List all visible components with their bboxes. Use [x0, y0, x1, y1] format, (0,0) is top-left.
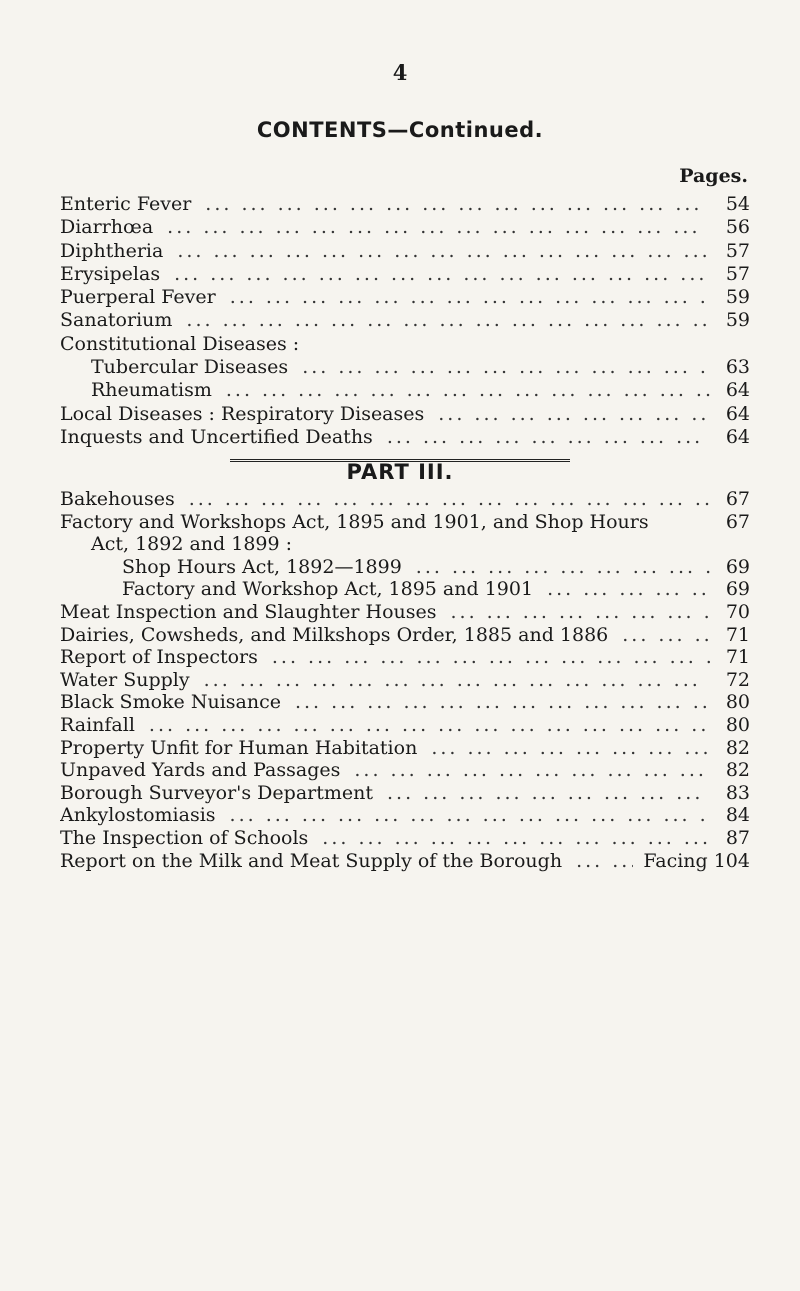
toc-entry-label: Diphtheria [60, 239, 164, 262]
toc-entry-label: Enteric Fever [60, 193, 192, 215]
contents-list-part-2 [60, 193, 750, 449]
toc-entry [60, 511, 750, 534]
toc-entry-label: Meat Inspection and Slaughter Houses [60, 600, 437, 623]
toc-entry [60, 193, 750, 216]
toc-entry-label: Water Supply [60, 668, 190, 691]
toc-entry-label: Factory and Workshop Act, 1895 and 1901 [122, 578, 534, 601]
toc-entry [60, 646, 750, 669]
pages-column-label: Pages. [679, 165, 748, 187]
toc-entry [60, 286, 750, 309]
toc-entry-page: 70 [725, 600, 750, 623]
toc-entry-label: Ankylostomiasis [60, 804, 216, 827]
toc-entry [60, 804, 750, 827]
toc-entry-page: 80 [725, 691, 750, 714]
toc-entry [60, 263, 750, 286]
contents-list-part-3 [60, 488, 750, 872]
toc-entry-label: Report of Inspectors [60, 646, 258, 669]
toc-entry [60, 601, 750, 624]
toc-entry-page: 67 [725, 488, 750, 510]
toc-entry-page: 64 [725, 402, 750, 425]
toc-entry-label: Borough Surveyor's Department [60, 781, 373, 804]
toc-entry [60, 737, 750, 760]
toc-entry [60, 669, 750, 692]
toc-entry-page: 59 [725, 309, 750, 332]
toc-subheading-label: Constitutional Diseases : [60, 332, 300, 355]
toc-entry-label: Report on the Milk and Meat Supply of the Borough [60, 849, 563, 872]
toc-entry [60, 782, 750, 805]
toc-entry-page: 64 [725, 379, 750, 402]
toc-entry-label: Diarrhœa [60, 216, 154, 239]
toc-entry-label: The Inspection of Schools [60, 826, 309, 849]
toc-entry-page: 69 [725, 555, 750, 578]
toc-entry-page: 67 [725, 510, 750, 533]
toc-entry-page: 80 [725, 713, 750, 736]
toc-entry [60, 578, 750, 601]
toc-subheading-label: Act, 1892 and 1899 : [91, 533, 293, 556]
toc-entry-page: 57 [725, 262, 750, 285]
toc-entry-page: 59 [725, 286, 750, 309]
toc-entry [60, 759, 750, 782]
toc-entry-page: 64 [725, 425, 750, 448]
toc-entry-page: 72 [725, 668, 750, 691]
toc-entry [60, 691, 750, 714]
page-number: 4 [392, 60, 408, 85]
toc-entry [60, 624, 750, 647]
toc-entry-page: 57 [725, 239, 750, 262]
toc-entry-label: Dairies, Cowsheds, and Milkshops Order, 1885 and 1886 [60, 623, 609, 646]
toc-entry-page: 54 [725, 193, 750, 215]
toc-entry-label: Puerperal Fever [60, 286, 216, 309]
toc-entry [60, 556, 750, 579]
toc-entry [60, 426, 750, 449]
toc-entry-page: 56 [725, 216, 750, 239]
toc-entry [60, 216, 750, 239]
toc-entry-label: Factory and Workshops Act, 1895 and 1901, and Shop Hours [60, 510, 649, 533]
toc-entry-page: 84 [725, 804, 750, 827]
toc-entry-label: Shop Hours Act, 1892—1899 [122, 555, 402, 578]
toc-entry [60, 403, 750, 426]
toc-entry [60, 488, 750, 511]
toc-entry-label: Tubercular Diseases [91, 356, 289, 379]
toc-entry-label: Sanatorium [60, 309, 173, 332]
toc-entry-page: 83 [725, 781, 750, 804]
toc-entry-label: Erysipelas [60, 262, 161, 285]
toc-entry [60, 240, 750, 263]
toc-entry-page: 87 [725, 826, 750, 849]
toc-entry-page: 69 [725, 578, 750, 601]
toc-subheading [60, 533, 750, 556]
toc-entry-label: Bakehouses [60, 488, 175, 510]
toc-entry-page: 71 [725, 623, 750, 646]
toc-entry-label: Inquests and Uncertified Deaths [60, 425, 373, 448]
toc-entry-label: Local Diseases : Respiratory Diseases [60, 402, 425, 425]
toc-entry [60, 850, 750, 873]
toc-entry [60, 379, 750, 402]
toc-entry-page: 82 [725, 736, 750, 759]
toc-entry-label: Unpaved Yards and Passages [60, 759, 341, 782]
toc-entry [60, 309, 750, 332]
toc-entry-page: 63 [725, 356, 750, 379]
contents-heading: CONTENTS—Continued. [256, 118, 544, 142]
toc-entry-page: Facing 104 [643, 849, 750, 872]
part-title: PART III. [346, 460, 454, 484]
toc-entry-label: Rainfall [60, 713, 135, 736]
toc-entry-page: 82 [725, 759, 750, 782]
toc-entry [60, 827, 750, 850]
toc-entry [60, 356, 750, 379]
toc-entry [60, 714, 750, 737]
toc-entry-label: Property Unfit for Human Habitation [60, 736, 418, 759]
toc-subheading [60, 333, 750, 356]
toc-entry-label: Black Smoke Nuisance [60, 691, 281, 714]
toc-entry-page: 71 [725, 646, 750, 669]
toc-entry-label: Rheumatism [91, 379, 212, 402]
